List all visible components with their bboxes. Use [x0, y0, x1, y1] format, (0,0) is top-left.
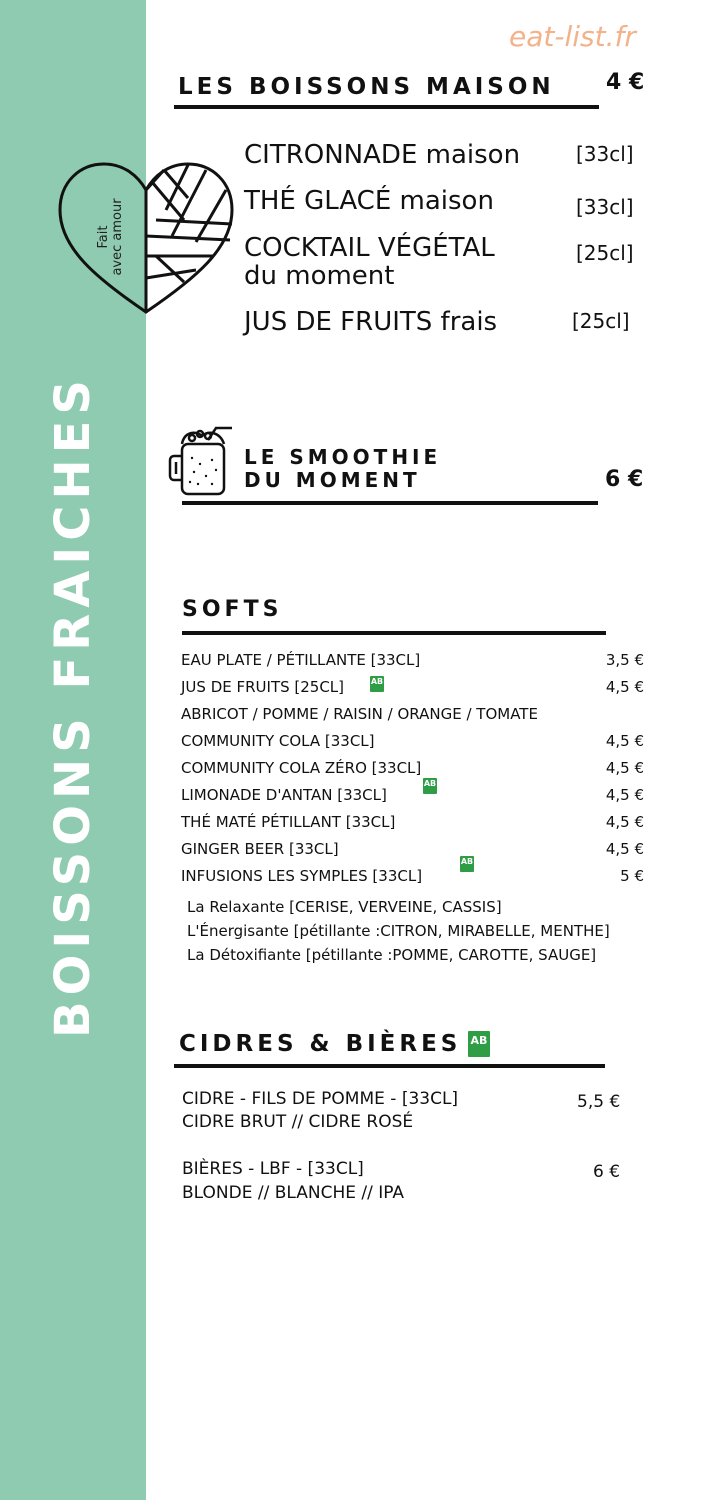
smoothie-jar-icon — [168, 424, 236, 496]
menu-row: LIMONADE D'ANTAN [33CL] 4,5 € — [181, 786, 644, 804]
smoothie-price: 6 € — [605, 467, 644, 492]
biere-price: 6 € — [593, 1162, 621, 1182]
sidebar-title: BOISSONS FRAICHES — [45, 373, 101, 1039]
bio-label-icon: AB — [423, 778, 437, 794]
bio-label-icon: AB — [468, 1031, 490, 1057]
maison-item-cocktail: COCKTAIL VÉGÉTAL du moment — [244, 233, 495, 291]
cidres-divider — [174, 1064, 605, 1068]
infusion-item: La Détoxifiante [pétillante :POMME, CAROTTE, SAUGE] — [187, 946, 597, 964]
maison-volume: [33cl] — [576, 142, 634, 166]
watermark: eat-list.fr — [509, 20, 636, 53]
biere-line: BIÈRES - LBF - [33CL] — [182, 1159, 364, 1179]
menu-row: INFUSIONS LES SYMPLES [33CL] 5 € — [181, 867, 644, 885]
cidre-price: 5,5 € — [577, 1092, 621, 1112]
cidre-line: CIDRE - FILS DE POMME - [33CL] — [182, 1089, 459, 1109]
maison-volume: [33cl] — [576, 195, 634, 219]
softs-divider — [182, 631, 606, 635]
menu-row: COMMUNITY COLA [33CL] 4,5 € — [181, 732, 644, 750]
bio-label-icon: AB — [460, 856, 474, 872]
maison-divider — [174, 105, 599, 109]
maison-item-jus-de-fruits: JUS DE FRUITS frais — [244, 307, 498, 337]
cidre-line: CIDRE BRUT // CIDRE ROSÉ — [182, 1112, 414, 1132]
menu-row: ABRICOT / POMME / RAISIN / ORANGE / TOMATE — [181, 705, 538, 723]
menu-row: COMMUNITY COLA ZÉRO [33CL] 4,5 € — [181, 759, 644, 777]
infusion-item: La Relaxante [CERISE, VERVEINE, CASSIS] — [187, 898, 502, 916]
menu-row: GINGER BEER [33CL] 4,5 € — [181, 840, 644, 858]
heart-caption: Fait avec amour — [96, 198, 125, 276]
bio-label-icon: AB — [370, 676, 384, 692]
maison-item-citronnade: CITRONNADE maison — [244, 140, 521, 170]
smoothie-title: LE SMOOTHIE DU MOMENT — [244, 445, 442, 492]
menu-row: EAU PLATE / PÉTILLANTE [33CL] 3,5 € — [181, 651, 644, 669]
smoothie-divider — [182, 501, 598, 505]
cidres-title: CIDRES & BIÈRES — [179, 1031, 462, 1057]
heart-logo-icon — [56, 160, 236, 320]
maison-volume: [25cl] — [572, 309, 630, 333]
softs-title: SOFTS — [182, 597, 283, 622]
infusion-item: L'Énergisante [pétillante :CITRON, MIRABELLE, MENTHE] — [187, 922, 610, 940]
maison-volume: [25cl] — [576, 241, 634, 265]
menu-row: THÉ MATÉ PÉTILLANT [33CL] 4,5 € — [181, 813, 644, 831]
menu-row: JUS DE FRUITS [25CL] 4,5 € — [181, 678, 644, 696]
maison-title: LES BOISSONS MAISON — [178, 74, 555, 100]
maison-item-the-glace: THÉ GLACÉ maison — [244, 186, 494, 216]
maison-price: 4 € — [606, 70, 645, 95]
biere-line: BLONDE // BLANCHE // IPA — [182, 1183, 405, 1203]
